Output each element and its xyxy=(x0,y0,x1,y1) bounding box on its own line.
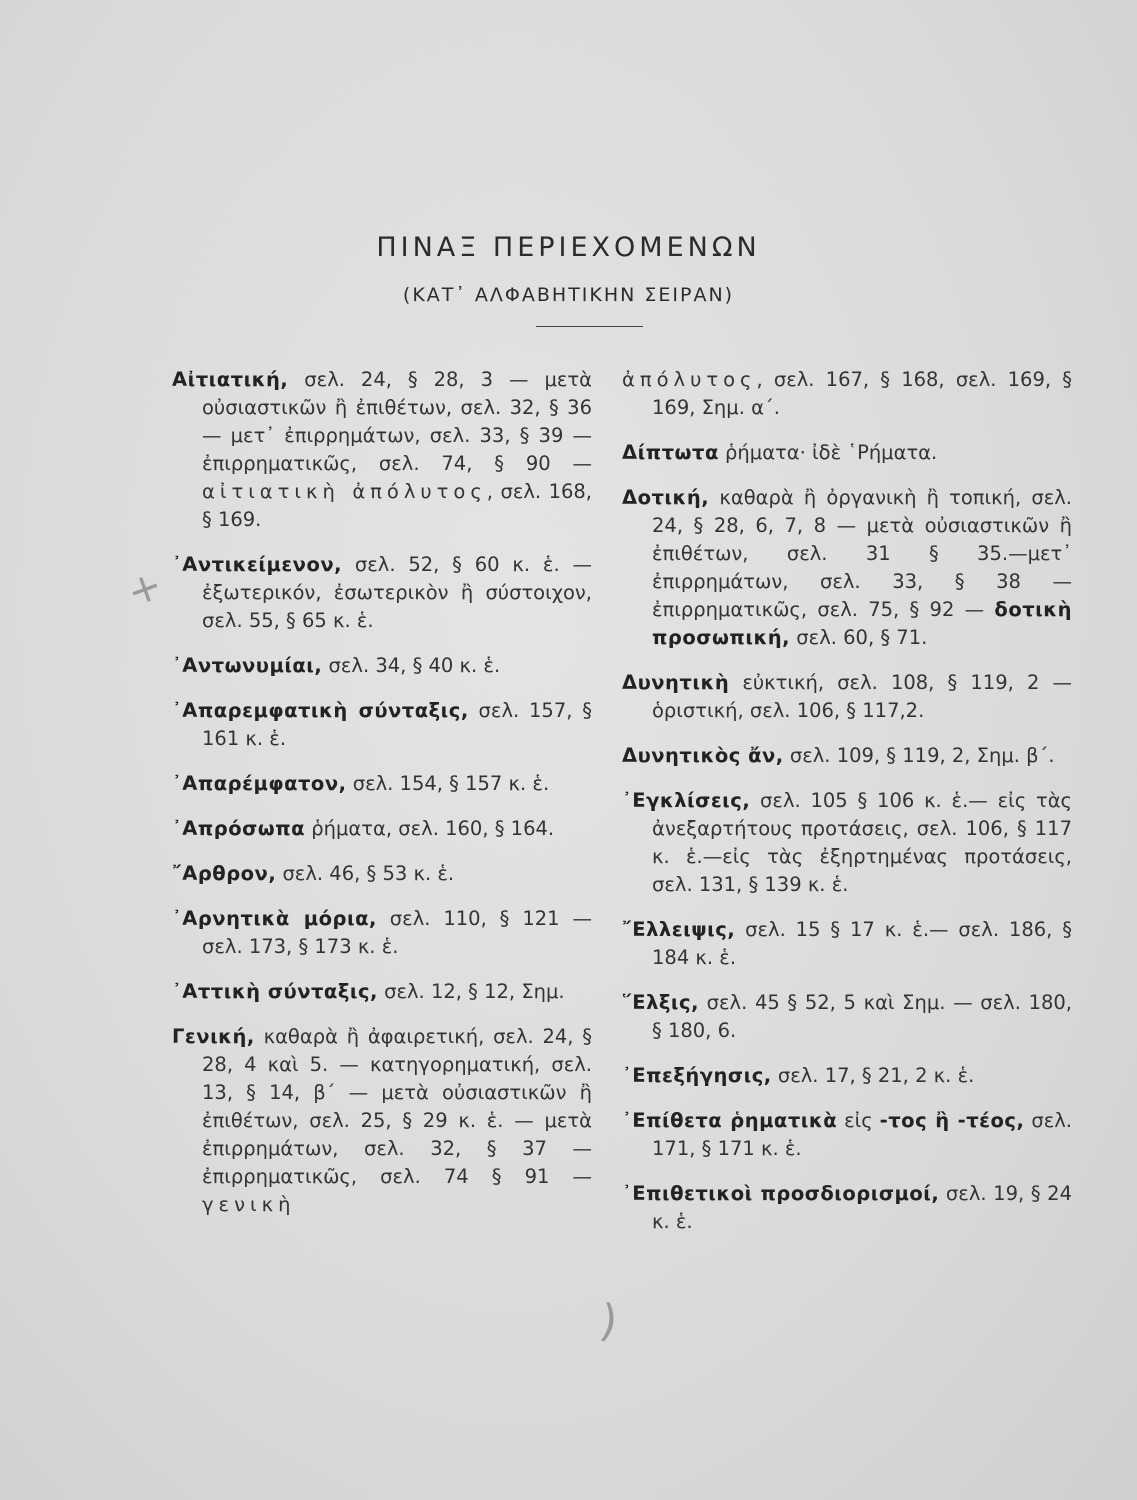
entry-references: σελ. 105 § 106 κ. ἑ.— εἰς τὰς ἀνεξαρτήτους προτάσεις, σελ. 106, § 117 κ. ἑ.—εἰς τὰς ἐξηρτημένας προτάσεις, σελ. 131, § 139 κ. ἑ. xyxy=(652,789,1072,896)
index-entry xyxy=(622,787,1072,899)
entry-references: σελ. 110, § 121 — σελ. 173, § 173 κ. ἑ. xyxy=(202,907,592,958)
index-entry xyxy=(172,978,592,1006)
index-entry xyxy=(622,484,1072,652)
entry-references: σελ. 17, § 21, 2 κ. ἑ. xyxy=(771,1064,975,1087)
entry-headword: ῎Αρθρον, xyxy=(172,862,277,885)
index-entry xyxy=(622,989,1072,1045)
index-entry xyxy=(172,905,592,961)
entry-spaced-term: αἰτιατικὴ ἀπόλυτος xyxy=(202,480,487,503)
index-column-left xyxy=(172,366,592,1236)
entry-references: σελ. 109, § 119, 2, Σημ. β΄. xyxy=(783,744,1055,767)
entry-headword: Δίπτωτα xyxy=(622,441,719,464)
entry-headword: ᾿Αρνητικὰ μόρια, xyxy=(172,907,377,930)
entry-headword: ᾿Επίθετα ῥηματικὰ xyxy=(622,1109,838,1132)
index-entry xyxy=(622,916,1072,972)
index-entry xyxy=(622,742,1072,770)
entry-headword: Δυνητικὴ xyxy=(622,671,730,694)
index-entry xyxy=(172,1023,592,1219)
entry-headword: Δυνητικὸς ἄν, xyxy=(622,744,784,767)
index-entry xyxy=(172,697,592,753)
index-entry xyxy=(622,1107,1072,1163)
index-entry xyxy=(172,366,592,534)
entry-headword: ᾿Αττικὴ σύνταξις, xyxy=(172,980,378,1003)
entry-references-tail: , σελ. 167, § 168, σελ. 169, § 169, Σημ. α΄. xyxy=(652,368,1072,419)
entry-references: σελ. 157, § 161 κ. ἑ. xyxy=(202,699,592,750)
entry-headword: Αἰτιατική, xyxy=(172,368,289,391)
entry-references: σελ. 12, § 12, Σημ. xyxy=(377,980,565,1003)
entry-headword: ᾿Επιθετικοὶ προσδιορισμοί, xyxy=(622,1182,940,1205)
pencil-cross-mark: + xyxy=(121,561,169,617)
entry-headword: ᾿Αντωνυμίαι, xyxy=(172,654,323,677)
entry-headword: ῞Ελξις, xyxy=(622,991,699,1014)
index-entry xyxy=(622,1062,1072,1090)
page-title: ΠΙΝΑΞ ΠΕΡΙΕΧΟΜΕΝΩΝ xyxy=(376,232,761,263)
entry-references: εὐκτική, σελ. 108, § 119, 2 — ὁριστική, σελ. 106, § 117,2. xyxy=(652,671,1072,722)
entry-bold-term: δοτικὴ προσωπική, xyxy=(652,598,1072,649)
entry-headword: ᾿Επεξήγησις, xyxy=(622,1064,772,1087)
index-entry xyxy=(622,1180,1072,1236)
index-entry xyxy=(172,551,592,635)
index-entry xyxy=(622,366,1072,422)
entry-references: σελ. 52, § 60 κ. ἑ. —ἐξωτερικόν, ἐσωτερικὸν ἢ σύστοιχον, σελ. 55, § 65 κ. ἑ. xyxy=(202,553,592,632)
entry-references: σελ. 46, § 53 κ. ἑ. xyxy=(276,862,455,885)
pencil-bracket-mark: ) xyxy=(596,1295,621,1348)
entry-headword: ᾿Εγκλίσεις, xyxy=(622,789,751,812)
entry-references: σελ. 15 § 17 κ. ἑ.— σελ. 186, § 184 κ. ἑ. xyxy=(652,918,1072,969)
entry-headword: ῎Ελλειψις, xyxy=(622,918,736,941)
entry-references: ῥήματα, σελ. 160, § 164. xyxy=(305,817,555,840)
entry-references-after: σελ. 171, § 171 κ. ἑ. xyxy=(652,1109,1072,1160)
entry-references-after: σελ. 60, § 71. xyxy=(790,626,928,649)
entry-references: καθαρὰ ἢ ὀργανικὴ ἢ τοπική, σελ. 24, § 28, 6, 7, 8 — μετὰ οὐσιαστικῶν ἢ ἐπιθέτων, σελ. 31 § 35.—μετ᾽ ἐπιρρημάτων, σελ. 33, § 38 — ἐπιρρηματικῶς, σελ. 75, § 92 — xyxy=(652,486,1072,621)
entry-references: καθαρὰ ἢ ἀφαιρετική, σελ. 24, § 28, 4 καὶ 5. — κατηγορηματική, σελ. 13, § 14, β΄ — μετὰ οὐσιαστικῶν ἢ ἐπιθέτων, σελ. 25, § 29 κ. ἑ. — μετὰ ἐπιρρημάτων, σελ. 32, § 37 — ἐπιρρηματικῶς, σελ. 74 § 91 — xyxy=(202,1025,592,1188)
entry-references: σελ. 154, § 157 κ. ἑ. xyxy=(346,772,550,795)
entry-headword: ᾿Απρόσωπα xyxy=(172,817,306,840)
entry-headword: Γενική, xyxy=(172,1025,255,1048)
entry-references: ῥήματα· ἰδὲ ῾Ρήματα. xyxy=(718,441,938,464)
entry-spaced-term: γενικὴ xyxy=(202,1193,296,1216)
page-subtitle: (ΚΑΤ᾽ ΑΛΦΑΒΗΤΙΚΗΝ ΣΕΙΡΑΝ) xyxy=(402,284,735,306)
entry-references: σελ. 45 § 52, 5 καὶ Σημ. — σελ. 180, § 180, 6. xyxy=(652,991,1072,1042)
title-divider xyxy=(536,326,643,327)
index-entry xyxy=(172,860,592,888)
entry-spaced-term: ἀπόλυτος xyxy=(622,368,757,391)
index-entry xyxy=(622,439,1072,467)
index-column-right xyxy=(622,366,1072,1253)
entry-headword: ᾿Αντικείμενον, xyxy=(172,553,343,576)
entry-references: σελ. 19, § 24 κ. ἑ. xyxy=(652,1182,1072,1233)
entry-headword: ᾿Απαρέμφατον, xyxy=(172,772,347,795)
index-entry xyxy=(172,815,592,843)
entry-headword: ᾿Απαρεμφατικὴ σύνταξις, xyxy=(172,699,469,722)
entry-bold-term: -τος ἢ -τέος, xyxy=(879,1109,1025,1132)
index-entry xyxy=(172,770,592,798)
index-entry xyxy=(172,652,592,680)
entry-references: εἰς xyxy=(837,1109,880,1132)
entry-references: σελ. 24, § 28, 3 — μετὰ οὐσιαστικῶν ἢ ἐπιθέτων, σελ. 32, § 36 — μετ᾽ ἐπιρρημάτων, σελ. 33, § 39 — ἐπιρρηματικῶς, σελ. 74, § 90 — xyxy=(202,368,592,475)
entry-references-tail: , σελ. 168, § 169. xyxy=(202,480,592,531)
index-entry xyxy=(622,669,1072,725)
entry-references: σελ. 34, § 40 κ. ἑ. xyxy=(322,654,501,677)
entry-headword: Δοτική, xyxy=(622,486,710,509)
